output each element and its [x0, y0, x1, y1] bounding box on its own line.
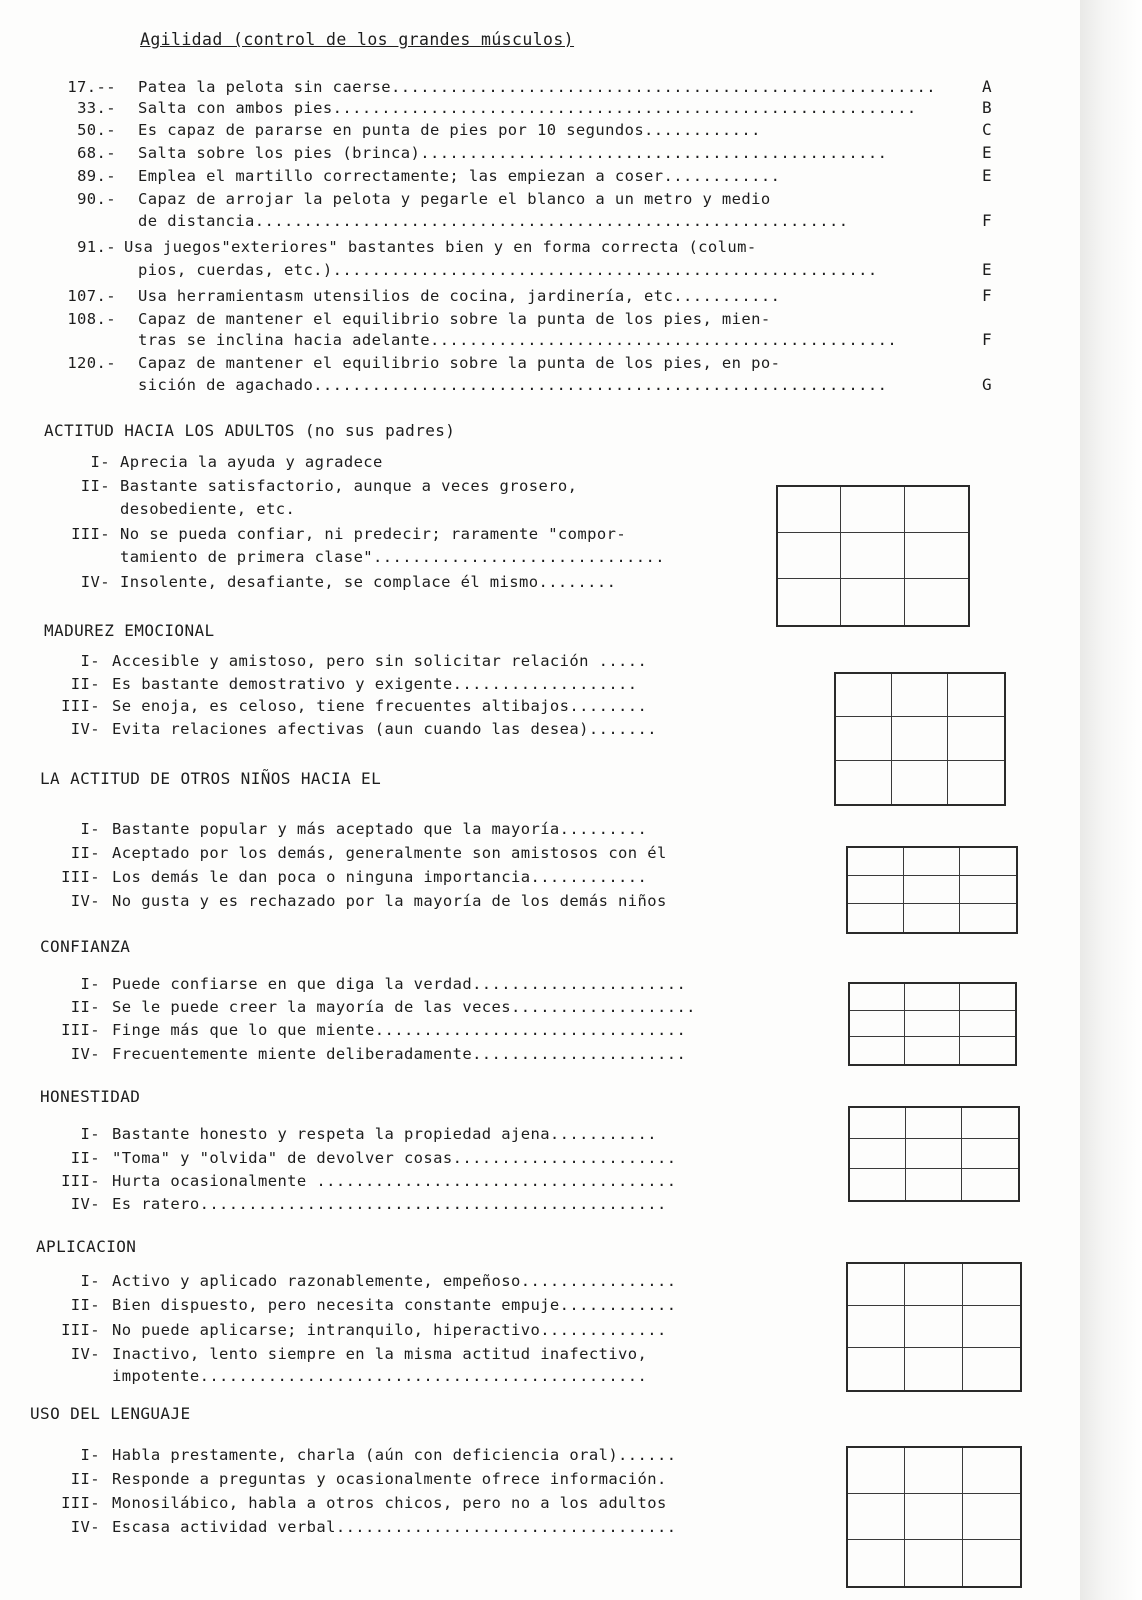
rating-grid[interactable] — [848, 1106, 1020, 1202]
option-text: Bastante popular y más aceptado que la mayoría......... — [112, 820, 648, 838]
option-text-continued: impotente.............................................. — [112, 1367, 648, 1385]
option-text: Puede confiarse en que diga la verdad...................... — [112, 975, 687, 993]
option-text: No puede aplicarse; intranquilo, hiperactivo............. — [112, 1321, 667, 1339]
option-text: No gusta y es rechazado por la mayoría de los demás niños — [112, 892, 667, 910]
roman-numeral: III- — [61, 1021, 100, 1039]
option-text: "Toma" y "olvida" de devolver cosas....................... — [112, 1149, 677, 1167]
option-text: Responde a preguntas y ocasionalmente ofrece información. — [112, 1470, 667, 1488]
roman-numeral: I- — [80, 1446, 100, 1464]
option-text: Activo y aplicado razonablemente, empeñoso................ — [112, 1272, 677, 1290]
option-text: Se enoja, es celoso, tiene frecuentes altibajos........ — [112, 697, 648, 715]
section-heading: ACTITUD HACIA LOS ADULTOS (no sus padres) — [44, 421, 456, 440]
roman-numeral: I- — [80, 1125, 100, 1143]
item-text: Patea la pelota sin caerse........................................................ — [138, 78, 937, 96]
roman-numeral: II- — [70, 1470, 100, 1488]
roman-numeral: II- — [70, 844, 100, 862]
item-number: 91.- — [77, 238, 116, 256]
section-heading: MADUREZ EMOCIONAL — [44, 621, 215, 640]
item-letter: B — [982, 98, 993, 117]
option-text: Accesible y amistoso, pero sin solicitar relación ..... — [112, 652, 648, 670]
item-text: Capaz de mantener el equilibrio sobre la punta de los pies, en po- — [138, 354, 781, 372]
roman-numeral: IV- — [70, 1195, 100, 1213]
item-text: Emplea el martillo correctamente; las empiezan a coser............ — [138, 167, 781, 185]
item-number: 33.- — [77, 99, 116, 117]
item-number: 120.- — [67, 354, 116, 372]
item-text: Es capaz de pararse en punta de pies por 10 segundos............ — [138, 121, 761, 139]
item-text-continued: pios, cuerdas, etc.)........................................................ — [138, 261, 878, 279]
rating-grid[interactable] — [834, 672, 1006, 806]
option-text-continued: tamiento de primera clase".............................. — [120, 548, 665, 566]
item-text-continued: de distancia............................................................. — [138, 212, 849, 230]
option-text: Aceptado por los demás, generalmente son amistosos con él — [112, 844, 667, 862]
section-heading: APLICACION — [36, 1237, 137, 1256]
item-text: Capaz de mantener el equilibrio sobre la punta de los pies, mien- — [138, 310, 771, 328]
item-text: Capaz de arrojar la pelota y pegarle el blanco a un metro y medio — [138, 190, 771, 208]
roman-numeral: II- — [70, 998, 100, 1016]
option-text: Los demás le dan poca o ninguna importancia............ — [112, 868, 648, 886]
roman-numeral: IV- — [80, 573, 110, 591]
rating-grid[interactable] — [846, 1446, 1022, 1588]
option-text-continued: desobediente, etc. — [120, 500, 296, 518]
roman-numeral: IV- — [70, 1518, 100, 1536]
section-heading: HONESTIDAD — [40, 1087, 141, 1106]
option-text: Hurta ocasionalmente ..................................... — [112, 1172, 677, 1190]
item-text: Usa juegos"exteriores" bastantes bien y en forma correcta (colum- — [124, 238, 757, 256]
item-text-continued: tras se inclina hacia adelante................................................ — [138, 331, 898, 349]
roman-numeral: I- — [80, 975, 100, 993]
rating-grid[interactable] — [846, 1262, 1022, 1392]
roman-numeral: III- — [61, 1494, 100, 1512]
option-text: Evita relaciones afectivas (aun cuando las desea)....... — [112, 720, 657, 738]
roman-numeral: III- — [61, 697, 100, 715]
option-text: Se le puede creer la mayoría de las veces................... — [112, 998, 696, 1016]
item-number: 17.-- — [67, 78, 116, 96]
roman-numeral: II- — [80, 477, 110, 495]
option-text: No se pueda confiar, ni predecir; raramente "compor- — [120, 525, 627, 543]
item-text: Usa herramientasm utensilios de cocina, jardinería, etc........... — [138, 287, 781, 305]
roman-numeral: I- — [90, 453, 110, 471]
item-number: 107.- — [67, 287, 116, 305]
option-text: Bastante honesto y respeta la propiedad ajena........... — [112, 1125, 657, 1143]
option-text: Monosilábico, habla a otros chicos, pero no a los adultos — [112, 1494, 667, 1512]
roman-numeral: IV- — [70, 1045, 100, 1063]
option-text: Es bastante demostrativo y exigente................... — [112, 675, 638, 693]
item-letter: A — [982, 77, 993, 96]
item-number: 89.- — [77, 167, 116, 185]
rating-grid[interactable] — [776, 485, 970, 627]
roman-numeral: IV- — [70, 1345, 100, 1363]
roman-numeral: II- — [70, 1149, 100, 1167]
rating-grid[interactable] — [846, 846, 1018, 934]
roman-numeral: I- — [80, 820, 100, 838]
option-text: Escasa actividad verbal................................... — [112, 1518, 677, 1536]
item-letter: G — [982, 375, 993, 394]
roman-numeral: III- — [61, 868, 100, 886]
item-letter: E — [982, 166, 993, 185]
item-letter: F — [982, 211, 993, 230]
roman-numeral: III- — [61, 1172, 100, 1190]
scan-edge-shadow — [1080, 0, 1142, 1600]
item-letter: F — [982, 330, 993, 349]
item-text-continued: sición de agachado........................................................... — [138, 376, 888, 394]
roman-numeral: IV- — [70, 720, 100, 738]
page-title: Agilidad (control de los grandes músculos) — [140, 30, 575, 49]
option-text: Bien dispuesto, pero necesita constante empuje............ — [112, 1296, 677, 1314]
item-letter: F — [982, 286, 993, 305]
option-text: Frecuentemente miente deliberadamente...................... — [112, 1045, 687, 1063]
item-text: Salta sobre los pies (brinca)................................................ — [138, 144, 888, 162]
section-heading: CONFIANZA — [40, 937, 131, 956]
item-letter: E — [982, 143, 993, 162]
roman-numeral: III- — [61, 1321, 100, 1339]
option-text: Insolente, desafiante, se complace él mismo........ — [120, 573, 617, 591]
option-text: Bastante satisfactorio, aunque a veces grosero, — [120, 477, 578, 495]
item-number: 108.- — [67, 310, 116, 328]
item-letter: C — [982, 120, 993, 139]
roman-numeral: I- — [80, 1272, 100, 1290]
item-number: 90.- — [77, 190, 116, 208]
option-text: Aprecia la ayuda y agradece — [120, 453, 383, 471]
item-text: Salta con ambos pies............................................................ — [138, 99, 917, 117]
option-text: Es ratero................................................ — [112, 1195, 667, 1213]
rating-grid[interactable] — [848, 982, 1017, 1066]
section-heading: LA ACTITUD DE OTROS NIÑOS HACIA EL — [40, 769, 382, 788]
option-text: Habla prestamente, charla (aún con deficiencia oral)...... — [112, 1446, 677, 1464]
section-heading: USO DEL LENGUAJE — [30, 1404, 191, 1423]
item-number: 68.- — [77, 144, 116, 162]
item-letter: E — [982, 260, 993, 279]
item-number: 50.- — [77, 121, 116, 139]
option-text: Inactivo, lento siempre en la misma actitud inafectivo, — [112, 1345, 648, 1363]
option-text: Finge más que lo que miente................................ — [112, 1021, 687, 1039]
roman-numeral: II- — [70, 675, 100, 693]
roman-numeral: II- — [70, 1296, 100, 1314]
roman-numeral: I- — [80, 652, 100, 670]
roman-numeral: III- — [71, 525, 110, 543]
roman-numeral: IV- — [70, 892, 100, 910]
